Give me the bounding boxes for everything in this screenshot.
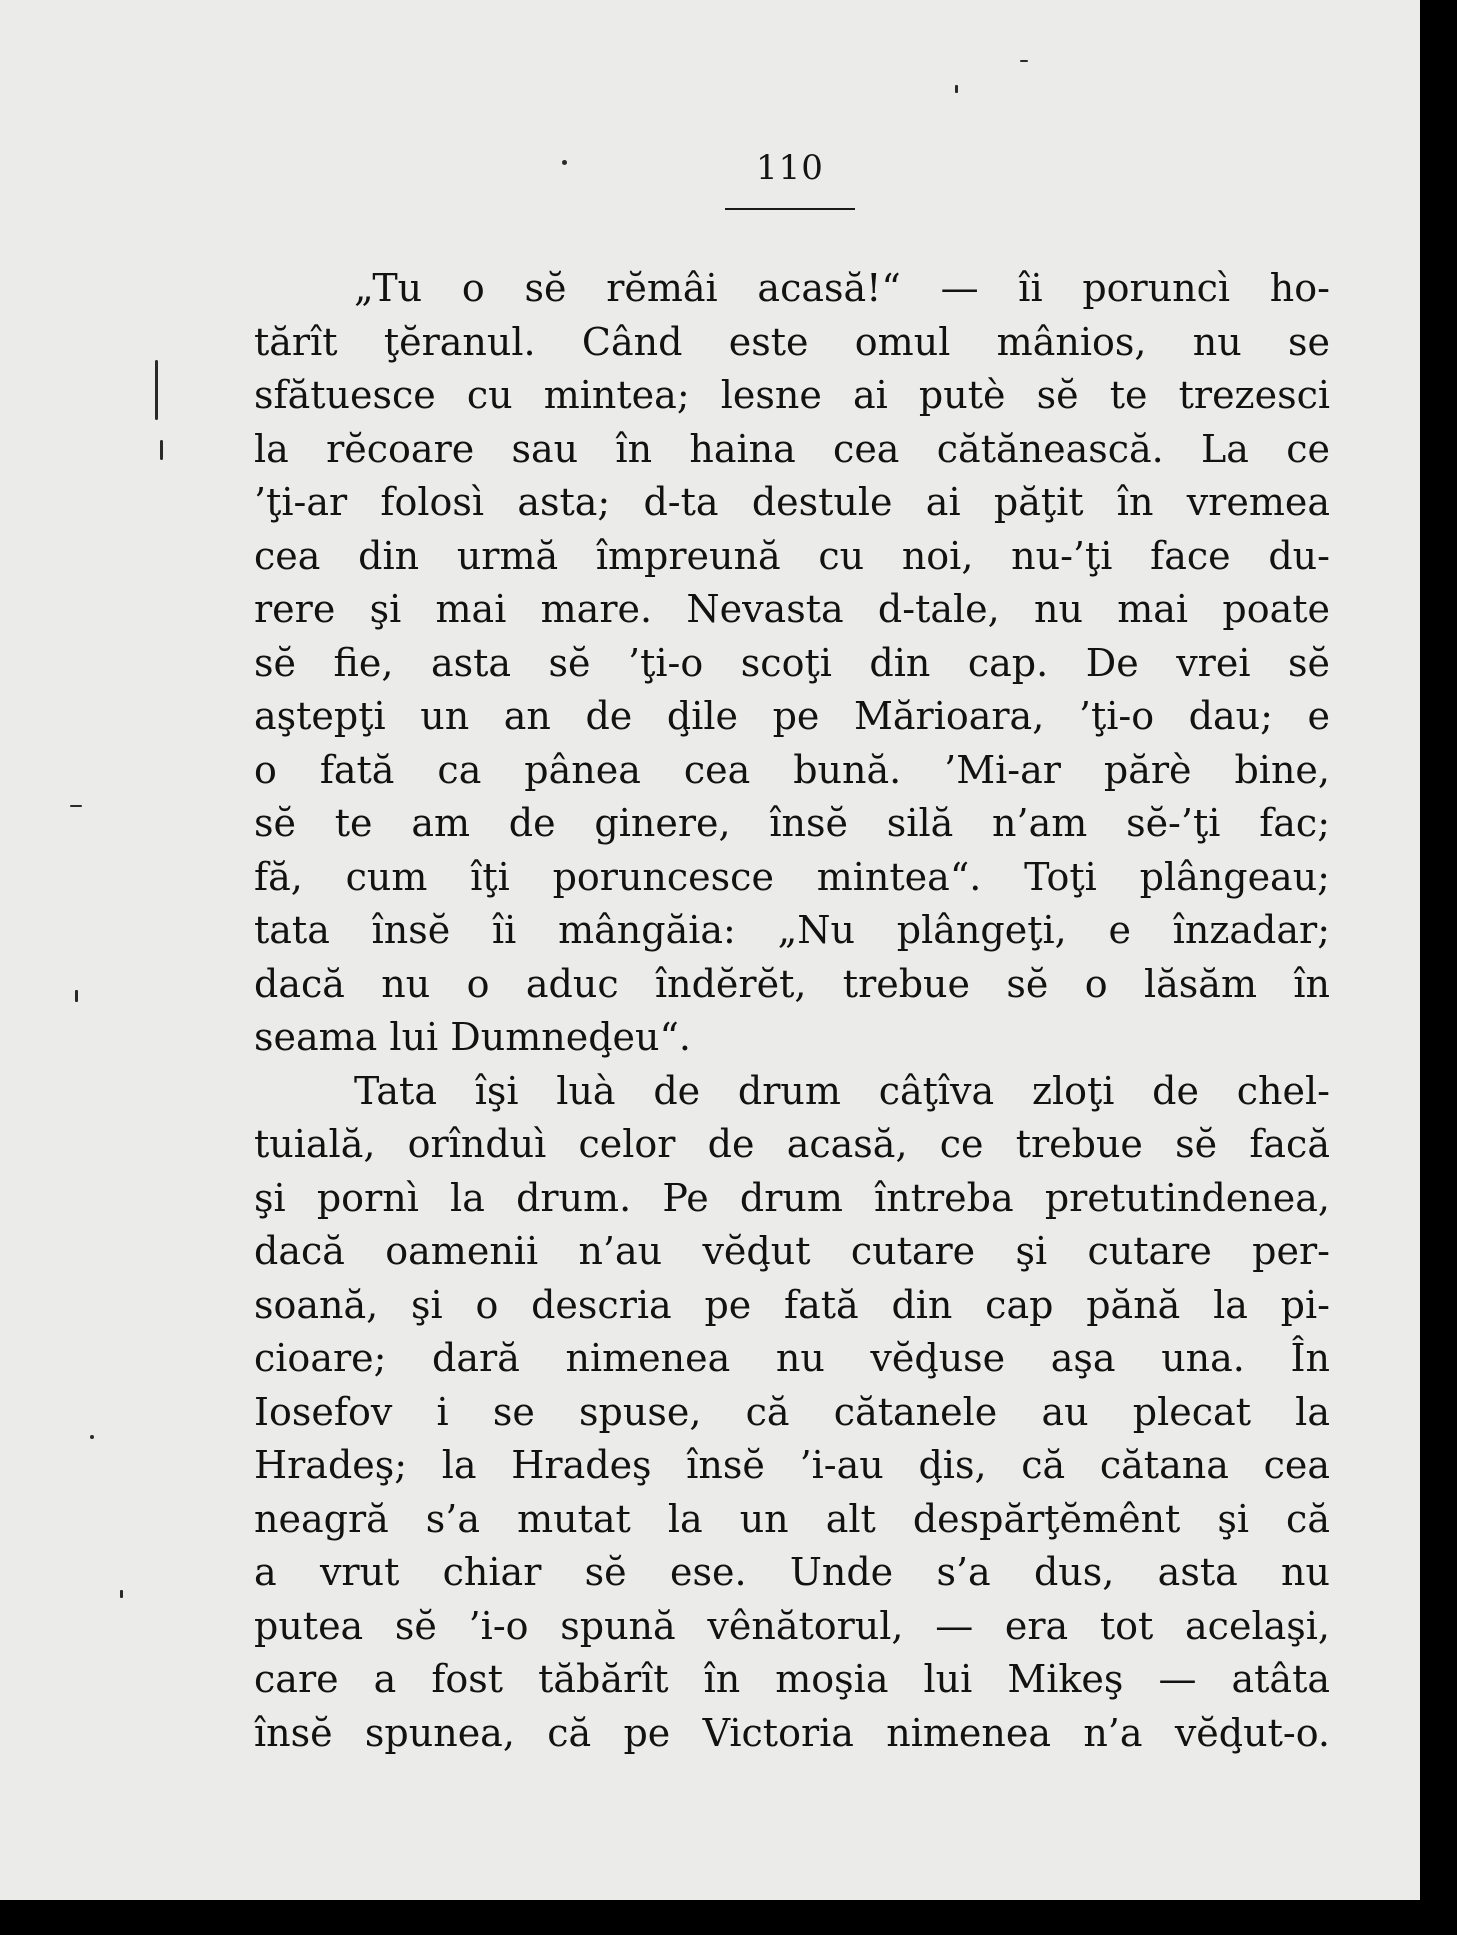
scan-mark bbox=[955, 85, 958, 93]
scan-mark bbox=[70, 805, 82, 807]
text-line: care a fost tăbărît în moşia lui Mikeş — atâta bbox=[254, 1657, 1330, 1701]
text-line: soană, şi o descria pe fată din cap pănă la pi- bbox=[254, 1282, 1330, 1327]
scan-mark bbox=[160, 440, 163, 460]
text-line: a vrut chiar sĕ ese. Unde s’a dus, asta nu bbox=[254, 1550, 1330, 1594]
text-line: la rĕcoare sau în haina cea cătănească. La ce bbox=[254, 426, 1330, 471]
text-line: putea sĕ ’i-o spună vênătorul, — era tot acelaşi, bbox=[254, 1603, 1330, 1648]
text-line: o fată ca pânea cea bună. ’Mi-ar părè bine, bbox=[254, 747, 1330, 792]
scan-mark bbox=[90, 1435, 94, 1439]
text-line: dacă nu o aduc îndĕrĕt, trebue sĕ o lăsăm în bbox=[254, 961, 1330, 1006]
text-line: dacă oamenii n’au vĕḑut cutare şi cutare per- bbox=[254, 1229, 1330, 1273]
text-line: sĕ fie, asta sĕ ’ţi-o scoţi din cap. De vrei sĕ bbox=[254, 640, 1330, 685]
text-line: neagră s’a mutat la un alt despărţĕmênt şi că bbox=[254, 1496, 1330, 1541]
scan-mark bbox=[75, 990, 78, 1002]
text-line: Tata îşi luà de drum câţîva zloţi de chel- bbox=[354, 1068, 1330, 1113]
text-line: cioare; dară nimenea nu vĕḑuse aşa una. În bbox=[254, 1336, 1330, 1380]
text-line: tărît ţĕranul. Când este omul mânios, nu se bbox=[254, 319, 1330, 364]
text-line: cea din urmă împreună cu noi, nu-’ţi face du- bbox=[254, 533, 1330, 578]
text-line: tata însĕ îi mângăia: „Nu plângeţi, e înzadar; bbox=[254, 908, 1330, 952]
text-line: ’ţi-ar folosì asta; d-ta destule ai păţit în vremea bbox=[254, 480, 1330, 524]
text-line: fă, cum îţi poruncesce mintea“. Toţi plângeau; bbox=[254, 854, 1330, 899]
scan-mark bbox=[1020, 60, 1028, 62]
text-line: aştepţi un an de ḑile pe Mărioara, ’ţi-o dau; e bbox=[254, 694, 1330, 738]
text-line: rere şi mai mare. Nevasta d-tale, nu mai poate bbox=[254, 587, 1330, 631]
text-line: seama lui Dumneḑeu“. bbox=[254, 1015, 691, 1059]
page-number-rule bbox=[725, 208, 855, 210]
text-line: tuială, orînduì celor de acasă, ce trebue sĕ facă bbox=[254, 1122, 1330, 1166]
text-line: Iosefov i se spuse, că cătanele au plecat la bbox=[254, 1389, 1330, 1434]
scan-mark bbox=[120, 1590, 123, 1598]
text-line: şi pornì la drum. Pe drum întreba pretutindenea, bbox=[254, 1175, 1330, 1220]
text-line: sfătuesce cu mintea; lesne ai putè sĕ te trezesci bbox=[254, 373, 1330, 417]
scan-mark bbox=[155, 360, 158, 420]
text-line: „Tu o sĕ rĕmâi acasă!“ — îi poruncì ho- bbox=[354, 266, 1330, 310]
text-line: însĕ spunea, că pe Victoria nimenea n’a vĕḑut-o. bbox=[254, 1710, 1330, 1755]
scan-mark bbox=[562, 160, 567, 165]
body-text bbox=[254, 262, 1330, 1760]
page-number: 110 bbox=[756, 148, 824, 188]
text-line: sĕ te am de ginere, însĕ silă n’am sĕ-’ţi fac; bbox=[254, 801, 1330, 845]
text-line: Hradeş; la Hradeş însĕ ’i-au ḑis, că cătana cea bbox=[254, 1443, 1330, 1487]
